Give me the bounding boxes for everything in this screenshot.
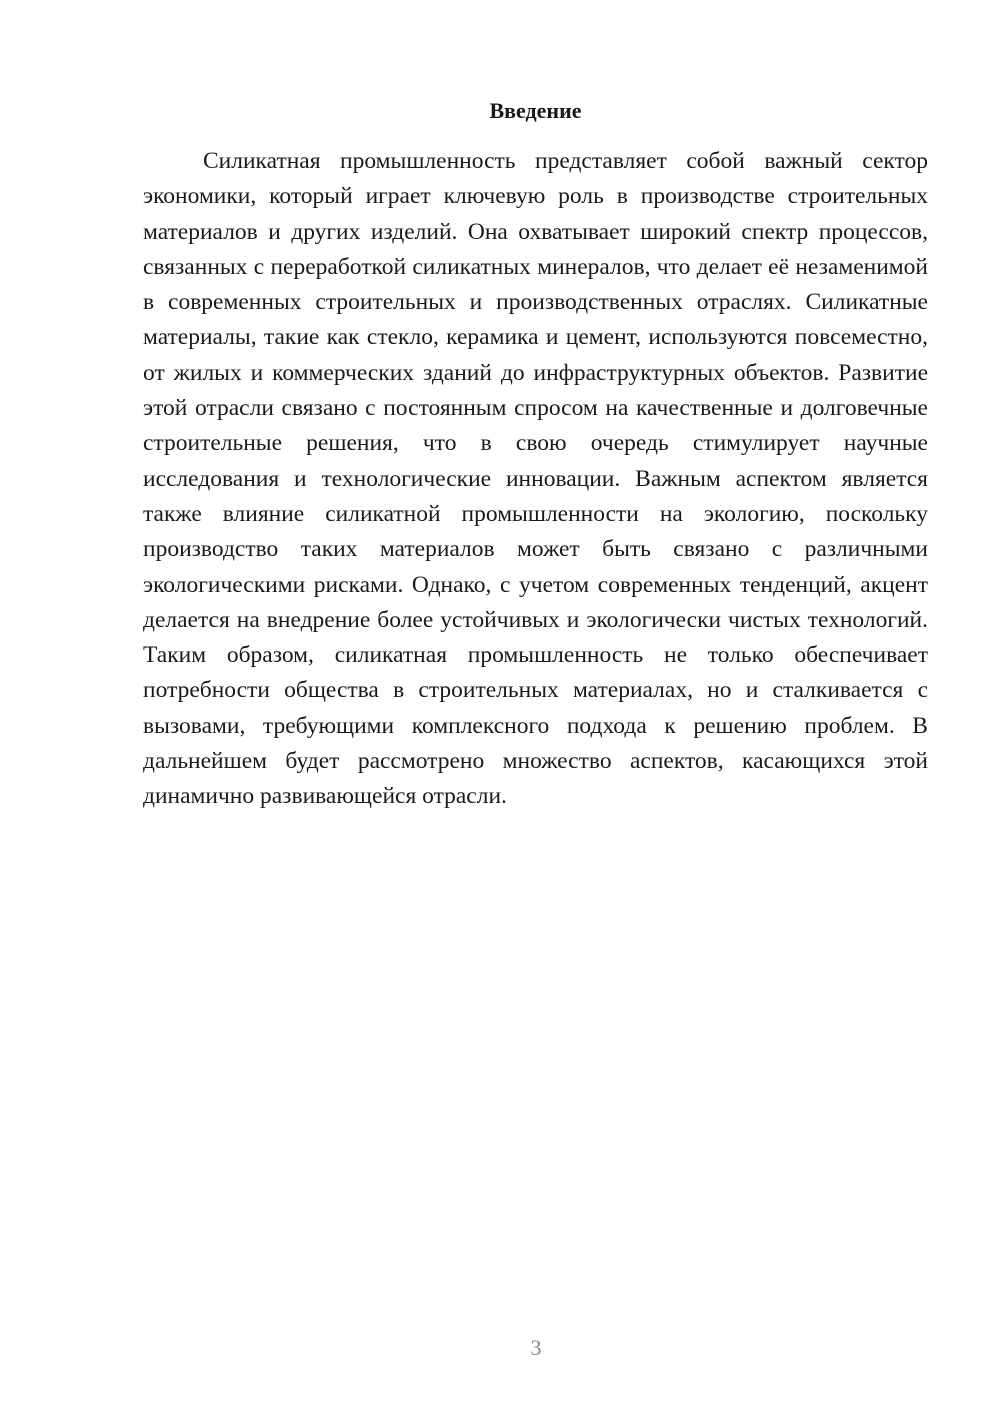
page-number: 3 (530, 1335, 542, 1360)
body-paragraph: Силикатная промышленность представляет собой важный сектор экономики, который играет ключевую роль в производстве строительных материалов и других изделий. Она охватывает широкий спектр процессов, связанных с переработкой силикатных минералов, что делает её незаменимой в современных строительных и производственных отраслях. Силикатные материалы, такие как стекло, керамика и цемент, используются повсеместно, от жилых и коммерческих зданий до инфраструктурных объектов. Развитие этой отрасли связано с постоянным спросом на качественные и долговечные строительные решения, что в свою очередь стимулирует научные исследования и технологические инновации. Важным аспектом является также влияние силикатной промышленности на экологию, поскольку производство таких материалов может быть связано с различными экологическими рисками. Однако, с учетом современных тенденций, акцент делается на внедрение более устойчивых и экологически чистых технологий. Таким образом, силикатная промышленность не только обеспечивает потребности общества в строительных материалах, но и сталкивается с вызовами, требующими комплексного подхода к решению проблем. В дальнейшем будет рассмотрено множество аспектов, касающихся этой динамично развивающейся отрасли. (143, 148, 928, 810)
section-heading: Введение (489, 98, 582, 123)
